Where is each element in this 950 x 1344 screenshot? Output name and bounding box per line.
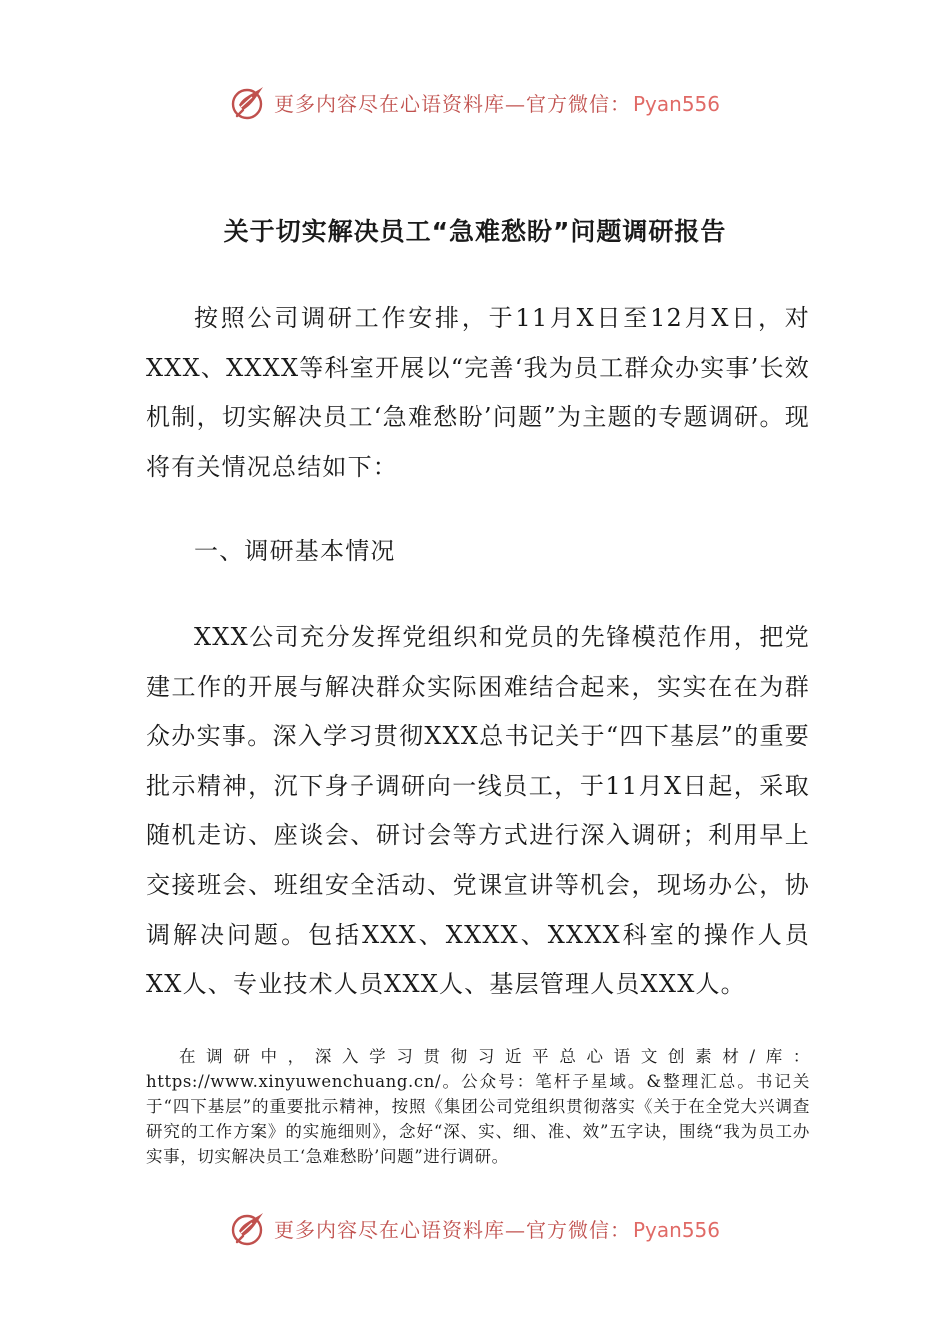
banner-text <box>274 88 720 117</box>
intro-paragraph: 按照公司调研工作安排，于11月X日至12月X日，对XXX、XXXX等科室开展以“完善‘我为员工群众办实事’长效机制，切实解决员工‘急难愁盼’问题”为主题的专题调研。现将有关情况总结如下： <box>146 304 810 481</box>
quill-logo-icon <box>230 1209 268 1247</box>
banner-slogan: 更多内容尽在心语资料库—官方微信： <box>273 91 631 116</box>
wechat-id: Pyan556 <box>632 91 720 116</box>
banner-text <box>274 1214 720 1243</box>
header-banner <box>0 80 950 124</box>
wechat-id: Pyan556 <box>632 1217 720 1242</box>
document-title: 关于切实解决员工“急难愁盼”问题调研报告 <box>223 217 727 246</box>
banner-slogan: 更多内容尽在心语资料库—官方微信： <box>273 1217 631 1242</box>
footer-banner <box>0 1206 950 1250</box>
section-heading: 一、调研基本情况 <box>194 537 396 565</box>
body-paragraph: XXX公司充分发挥党组织和党员的先锋模范作用，把党建工作的开展与解决群众实际困难结合起来，实实在在为群众办实事。深入学习贯彻XXX总书记关于“四下基层”的重要批示精神，沉下身子调研向一线员工，于11月X日起，采取随机走访、座谈会、研讨会等方式进行深入调研；利用早上交接班会、班组安全活动、党课宣讲等机会，现场办公，协调解决问题。包括XXX、XXXX、XXXX科室的操作人员XX人、专业技术人员XXX人、基层管理人员XXX人。 <box>146 623 810 999</box>
note-paragraph: 在调研中，深入学习贯彻习近平总心语文创素材/库：https://www.xinyuwenchuang.cn/。公众号：笔杆子星域。&整理汇总。书记关于“四下基层”的重要批示精神，按照《集团公司党组织贯彻落实《关于在全党大兴调查研究的工作方案》的实施细则》，念好“深、实、细、准、效”五字诀，围绕“我为员工办实事，切实解决员工‘急难愁盼’问题”进行调研。 <box>146 1047 810 1166</box>
quill-logo-icon <box>230 83 268 121</box>
